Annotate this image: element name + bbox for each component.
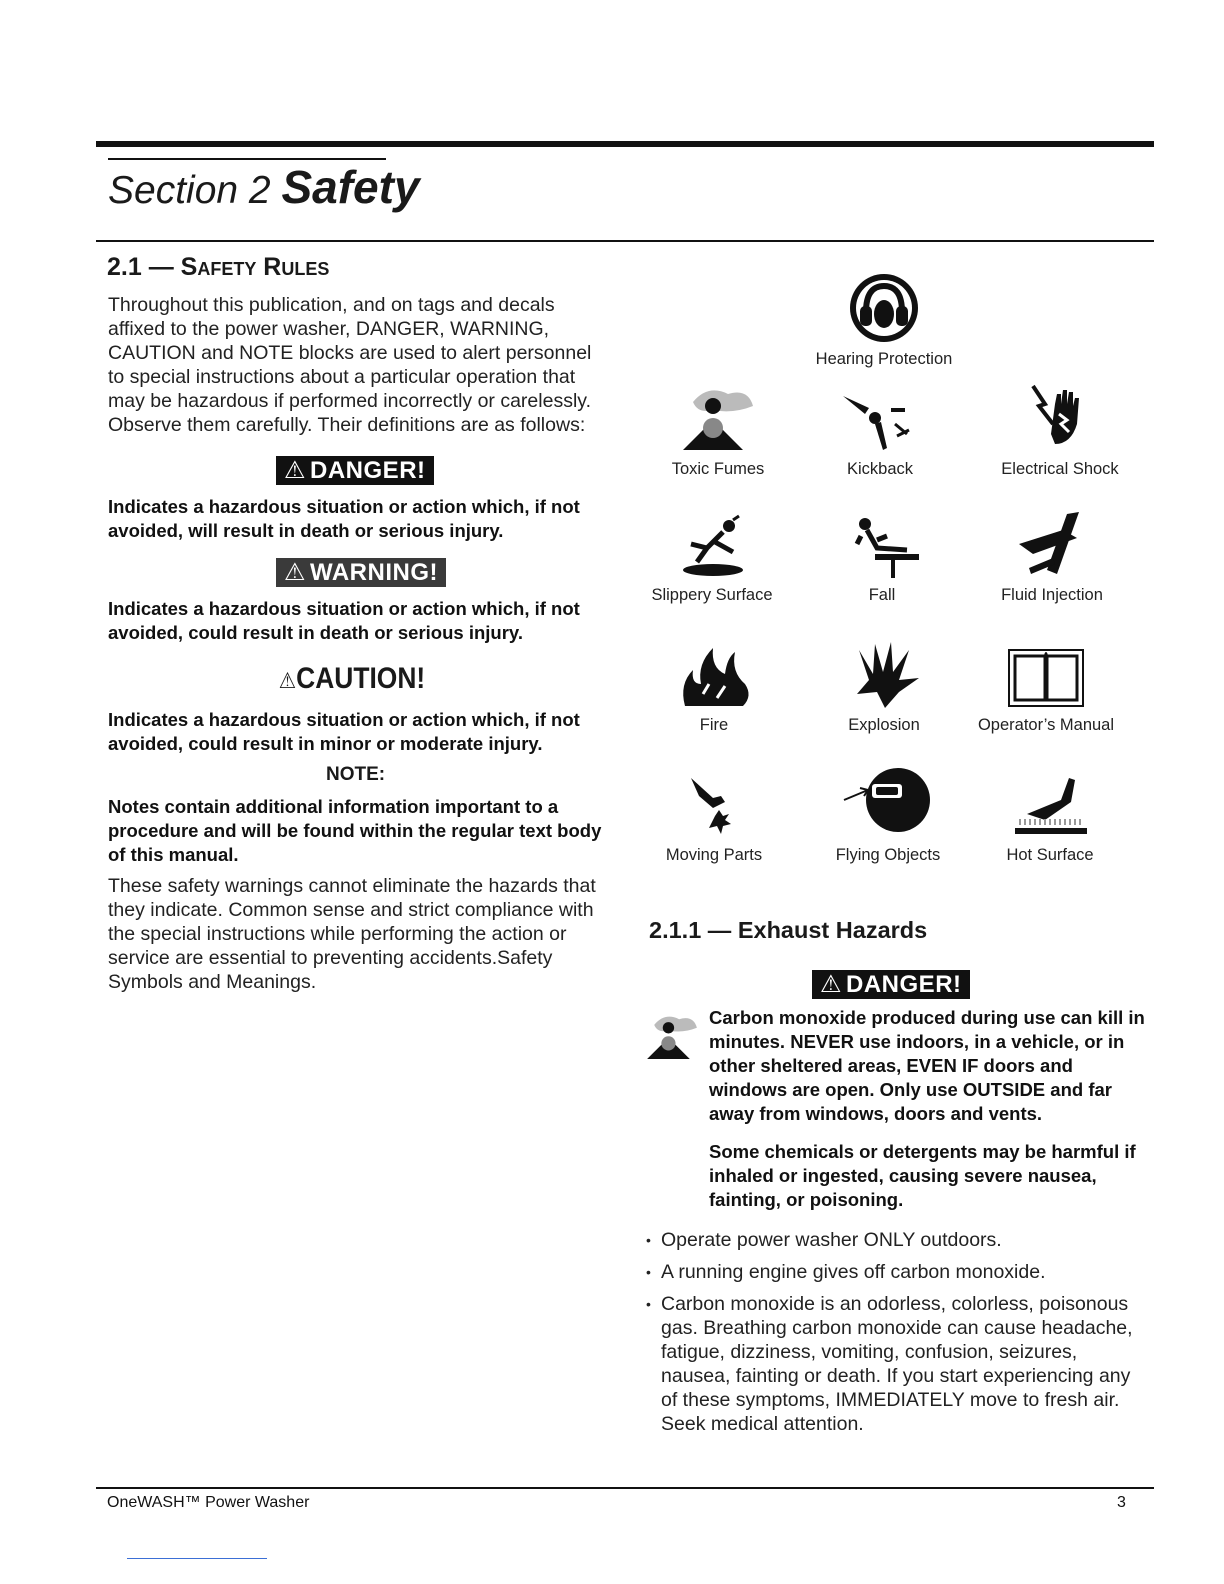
symbol-fluid-injection	[972, 510, 1132, 605]
caption-slippery: Slippery Surface	[651, 586, 773, 604]
exhaust-danger-text-2: Some chemicals or detergents may be harmful if inhaled or ingested, causing severe nausea, fainting, or poisoning.	[709, 1141, 1136, 1210]
caption-electrical: Electrical Shock	[1001, 460, 1119, 478]
footer-product: OneWASH™ Power Washer	[107, 1494, 310, 1511]
caption-fall: Fall	[868, 586, 896, 604]
closing-paragraph: These safety warnings cannot eliminate the hazards that they indicate. Common sense and strict compliance with the special instructions while performing the action or service are essential to preventing accidents.Safety Symbols and Meanings.	[108, 875, 596, 993]
symbol-flying-objects	[808, 760, 968, 865]
danger-definition: Indicates a hazardous situation or action which, if not avoided, will result in death or serious injury.	[108, 496, 580, 541]
top-rule	[96, 141, 1154, 147]
exhaust-hazards-heading: 2.1.1 — Exhaust Hazards	[649, 917, 928, 943]
safety-rules-title: Safety Rules	[180, 253, 330, 281]
flying-objects-icon	[838, 760, 938, 840]
operators-manual-icon	[1001, 640, 1091, 710]
symbol-explosion	[804, 640, 964, 735]
symbol-electrical-shock	[980, 384, 1140, 479]
footer-link-underline	[127, 1558, 267, 1559]
list-item: • Carbon monoxide is an odorless, colorless, poisonous gas. Breathing carbon monoxide can cause headache, fatigue, dizziness, vomiting, confusion, seizures, nausea, fainting or death. If you start experiencing any of these symptoms, IMMEDIATELY move to fresh air. Seek medical attention.	[646, 1292, 1142, 1436]
hearing-protection-icon	[844, 272, 924, 344]
note-label: NOTE:	[326, 764, 386, 785]
toxic-fumes-icon	[640, 1010, 704, 1064]
caption-moving: Moving Parts	[665, 846, 763, 864]
warning-triangle-icon: ⚠	[820, 971, 843, 998]
exhaust-danger-text-1: Carbon monoxide produced during use can kill in minutes. NEVER use indoors, in a vehicle, or in other sheltered areas, EVEN IF doors and windows are open. Only use OUTSIDE and far away from windows, doors and vents.	[709, 1007, 1145, 1124]
caption-kickback: Kickback	[846, 460, 914, 478]
section-label: Section 2	[108, 169, 271, 212]
page-number: 3	[1117, 1494, 1126, 1511]
kickback-icon	[835, 384, 925, 454]
symbol-slippery-surface	[632, 514, 792, 605]
fall-icon	[837, 514, 927, 580]
section-title	[108, 160, 420, 218]
warning-triangle-icon: ⚠	[284, 457, 307, 484]
warning-definition: Indicates a hazardous situation or action which, if not avoided, could result in death or serious injury.	[108, 598, 580, 643]
hot-surface-icon	[1005, 770, 1095, 840]
symbol-toxic-fumes	[638, 384, 798, 479]
note-definition: Notes contain additional information important to a procedure and will be found within the regular text body of this manual.	[108, 796, 602, 865]
symbol-fire	[634, 640, 794, 735]
warning-triangle-icon: ⚠	[284, 559, 307, 586]
fire-icon	[669, 640, 759, 710]
caption-flying: Flying Objects	[835, 846, 941, 864]
exhaust-danger-banner	[812, 970, 970, 999]
electrical-shock-icon	[1015, 384, 1105, 454]
intro-paragraph: Throughout this publication, and on tags and decals affixed to the power washer, DANGER, WARNING, CAUTION and NOTE blocks are used to alert personnel to special instructions about a particular operation that may be hazardous if performed incorrectly or carelessly. Observe them carefully. Their definitions are as follows:	[108, 294, 592, 436]
danger-label: DANGER!	[310, 457, 426, 484]
caution-definition: Indicates a hazardous situation or action which, if not avoided, could result in minor or moderate injury.	[108, 709, 580, 754]
symbol-operators-manual	[966, 640, 1126, 735]
caution-label: CAUTION!	[296, 662, 426, 695]
caption-fluid: Fluid Injection	[1001, 586, 1103, 604]
list-item: • A running engine gives off carbon monoxide.	[646, 1260, 1142, 1284]
section-rule	[96, 240, 1154, 242]
list-item: • Operate power washer ONLY outdoors.	[646, 1228, 1142, 1252]
moving-parts-icon	[669, 770, 759, 840]
caption-fire: Fire	[699, 716, 729, 734]
caution-triangle-icon: ⚠	[278, 668, 297, 693]
slippery-surface-icon	[667, 514, 757, 580]
toxic-fumes-icon	[673, 384, 763, 454]
footer-rule	[96, 1487, 1154, 1489]
exhaust-bullet-list	[646, 1228, 1142, 1444]
warning-label: WARNING!	[310, 559, 438, 586]
symbol-hot-surface	[970, 770, 1130, 865]
caption-hearing: Hearing Protection	[815, 350, 953, 368]
symbol-moving-parts	[634, 770, 794, 865]
section-name: Safety	[281, 161, 420, 213]
symbol-hearing-protection	[804, 272, 964, 369]
caption-explosion: Explosion	[848, 716, 920, 734]
explosion-icon	[839, 640, 929, 710]
safety-rules-heading	[107, 253, 329, 282]
exhaust-toxic-icon-wrap	[640, 1010, 704, 1069]
safety-rules-number: 2.1 —	[107, 253, 174, 281]
danger-banner	[276, 456, 434, 485]
warning-banner	[276, 558, 446, 587]
symbol-fall	[802, 514, 962, 605]
caption-toxic: Toxic Fumes	[671, 460, 765, 478]
exhaust-danger-label: DANGER!	[846, 971, 962, 998]
fluid-injection-icon	[1007, 510, 1097, 580]
caption-hot: Hot Surface	[1006, 846, 1094, 864]
caution-header	[262, 662, 442, 698]
symbol-kickback	[800, 384, 960, 479]
caption-manual: Operator’s Manual	[977, 716, 1115, 734]
